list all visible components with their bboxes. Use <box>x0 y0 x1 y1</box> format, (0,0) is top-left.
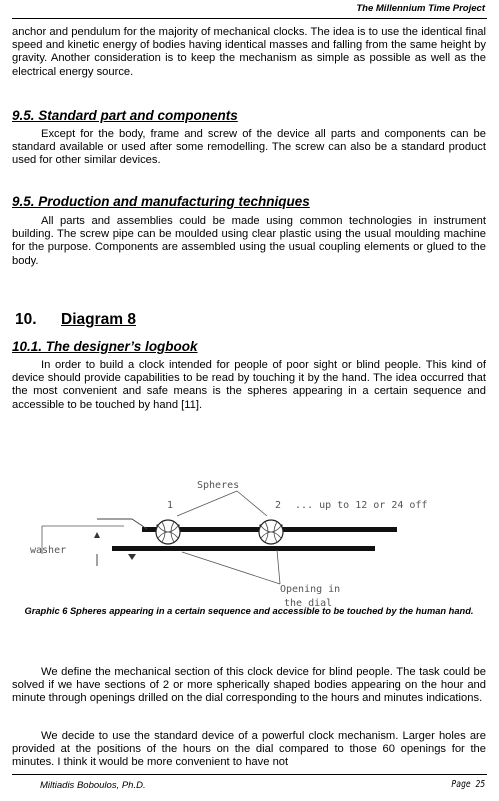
label-sphere-2: 2 <box>275 500 282 511</box>
dial-lower-bar <box>112 546 375 551</box>
page-header <box>12 0 487 19</box>
section-10-heading <box>12 311 486 329</box>
figure-caption: Graphic 6 Spheres appearing in a certain sequence and accessible to be touched by the human hand. <box>24 606 474 616</box>
section-10-1-heading: 10.1. The designer’s logbook <box>12 339 198 354</box>
spheres-diagram <box>12 446 486 611</box>
define-paragraph: We define the mechanical section of this clock device for blind people. The task could be solved if we have sections of 2 or more spherically shaped bodies appearing on the hour and minute through openings drilled on the dial corresponding to the hours and minutes indications. <box>12 666 486 705</box>
label-opening-line-2: the dial <box>284 598 333 609</box>
section-9-5-standard-text: Except for the body, frame and screw of the device all parts and components can be standard available or used after some remodelling. The screw can also be a standard product used for other similar devices. <box>12 128 486 167</box>
section-10-1-text: In order to build a clock intended for people of poor sight or blind people. This kind of device should provide capabilities to be read by touching it by the hand. The idea occurred that the most convenient and safe means is the spheres appearing in a certain sequence and accessible to be touched by hand [11]. <box>12 359 486 411</box>
footer-page-number: Page 25 <box>451 779 485 790</box>
decide-paragraph: We decide to use the standard device of a powerful clock mechanism. Larger holes are provided at the positions of the hours on the dial compared to those 60 openings for the minutes. I think it would be more convenient to have not <box>12 730 486 769</box>
intro-paragraph: anchor and pendulum for the majority of mechanical clocks. The idea is to use the identical final speed and kinetic energy of bodies having identical masses and falling from the same height by gravity. Another consideration is to keep the mechanism as simple as possible as well as the electrical energy source. <box>12 26 486 78</box>
washer-arrow-down <box>128 554 136 560</box>
sphere-2 <box>259 520 283 544</box>
section-10-title: Diagram 8 <box>61 311 136 328</box>
section-9-5-production-text: All parts and assemblies could be made using common technologies in instrument building. The screw pipe can be moulded using clear plastic using the usual moulding machine for the purpose. Components are assembled using the usual coupling elements or glued to the body. <box>12 215 486 267</box>
footer-author: Miltiadis Boboulos, Ph.D. <box>40 780 146 791</box>
label-spheres: Spheres <box>197 480 240 491</box>
label-up-to: ... up to 12 or 24 off <box>295 500 428 511</box>
header-title: The Millennium Time Project <box>356 3 485 14</box>
section-9-5-standard-heading: 9.5. Standard part and components <box>12 108 238 123</box>
section-9-5-production-heading: 9.5. Production and manufacturing techniques <box>12 194 310 209</box>
label-sphere-1: 1 <box>167 500 174 511</box>
sphere-1 <box>156 520 180 544</box>
page-footer <box>12 774 487 795</box>
washer-arrow-up <box>94 532 100 538</box>
section-10-number: 10. <box>15 311 37 328</box>
label-opening-line-1: Opening in <box>280 584 341 595</box>
label-washer: washer <box>30 545 67 556</box>
